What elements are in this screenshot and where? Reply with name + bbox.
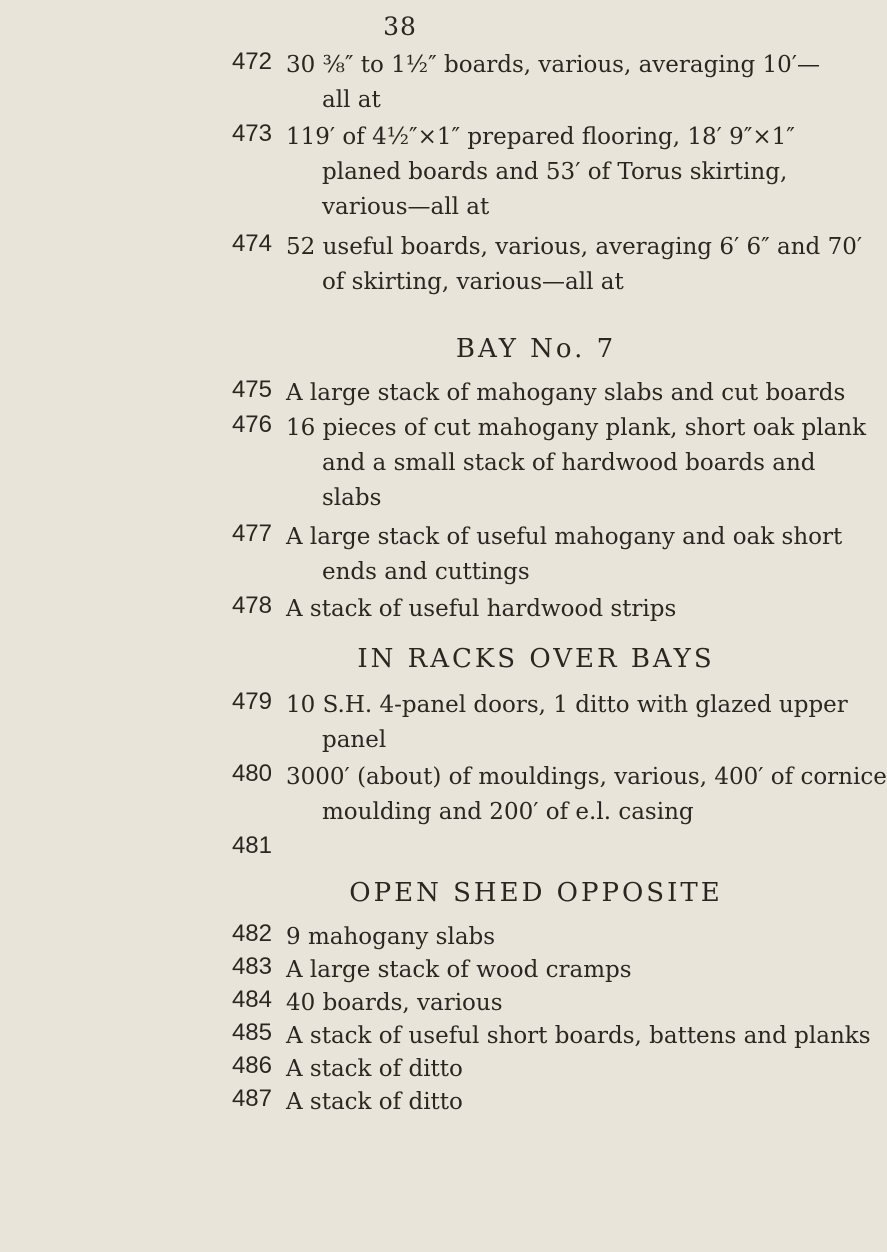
lot-description xyxy=(286,1019,871,1054)
lot-line: of skirting, various—all at xyxy=(322,269,624,295)
lot-number: 478 xyxy=(231,592,272,619)
lot-number: 484 xyxy=(231,986,272,1013)
lot-description xyxy=(286,1085,786,1120)
lot-line: A large stack of wood cramps xyxy=(286,957,632,983)
lot-line: A large stack of mahogany slabs and cut boards xyxy=(286,380,846,406)
lot-description xyxy=(286,48,821,118)
lot-line: A stack of useful short boards, battens and planks xyxy=(286,1023,871,1049)
lot-number: 482 xyxy=(231,920,272,947)
page-number: 38 xyxy=(383,12,417,41)
heading-bay-7: BAY No. 7 xyxy=(455,334,617,364)
lot-line: slabs xyxy=(322,485,382,511)
lot-number: 477 xyxy=(231,520,272,547)
lot-description xyxy=(286,986,786,1021)
lot-number: 483 xyxy=(231,953,272,980)
lot-line: A stack of ditto xyxy=(286,1056,463,1082)
lot-line: all at xyxy=(322,87,381,113)
lot-number: 480 xyxy=(231,760,272,787)
lot-line: and a small stack of hardwood boards and xyxy=(322,450,816,476)
lot-number: 481 xyxy=(231,832,272,859)
lot-line: 10 S.H. 4-panel doors, 1 ditto with glazed upper xyxy=(286,692,848,718)
lot-line: 9 mahogany slabs xyxy=(286,924,496,950)
lot-line: A stack of ditto xyxy=(286,1089,463,1115)
lot-number: 473 xyxy=(231,120,272,147)
lot-line: 16 pieces of cut mahogany plank, short oak plank xyxy=(286,415,867,441)
lot-line: moulding and 200′ of e.l. casing xyxy=(322,799,694,825)
lot-line: panel xyxy=(322,727,387,753)
lot-description xyxy=(286,953,786,988)
lot-number: 476 xyxy=(231,411,272,438)
lot-number: 474 xyxy=(231,230,272,257)
lot-number: 487 xyxy=(231,1085,272,1112)
lot-line: 3000′ (about) of mouldings, various, 400′ of cornice xyxy=(286,764,887,790)
lot-line: planed boards and 53′ of Torus skirting, xyxy=(322,159,788,185)
lot-number: 479 xyxy=(231,688,272,715)
lot-line: A stack of useful hardwood strips xyxy=(286,596,677,622)
lot-description xyxy=(286,230,863,300)
lot-description xyxy=(286,1052,786,1087)
lot-number: 472 xyxy=(231,48,272,75)
lot-line: 40 boards, various xyxy=(286,990,503,1016)
lot-description xyxy=(286,120,795,225)
lot-line: 52 useful boards, various, averaging 6′ 6″ and 70′ xyxy=(286,234,863,260)
lot-description xyxy=(286,688,848,758)
lot-description xyxy=(286,411,867,516)
lot-description xyxy=(286,592,786,627)
heading-open-shed: OPEN SHED OPPOSITE xyxy=(349,878,723,908)
lot-line: ends and cuttings xyxy=(322,559,530,585)
lot-description xyxy=(286,920,786,955)
lot-line: 119′ of 4½″×1″ prepared flooring, 18′ 9″×1″ xyxy=(286,124,795,150)
lot-number: 475 xyxy=(231,376,272,403)
lot-number: 485 xyxy=(231,1019,272,1046)
lot-line: various—all at xyxy=(322,194,490,220)
lot-line: 30 ⅜″ to 1½″ boards, various, averaging 10′— xyxy=(286,52,821,78)
lot-number: 486 xyxy=(231,1052,272,1079)
lot-description xyxy=(286,520,843,590)
heading-in-racks: IN RACKS OVER BAYS xyxy=(357,644,715,674)
lot-description xyxy=(286,376,846,411)
lot-line: A large stack of useful mahogany and oak short xyxy=(286,524,843,550)
lot-description xyxy=(286,760,887,830)
